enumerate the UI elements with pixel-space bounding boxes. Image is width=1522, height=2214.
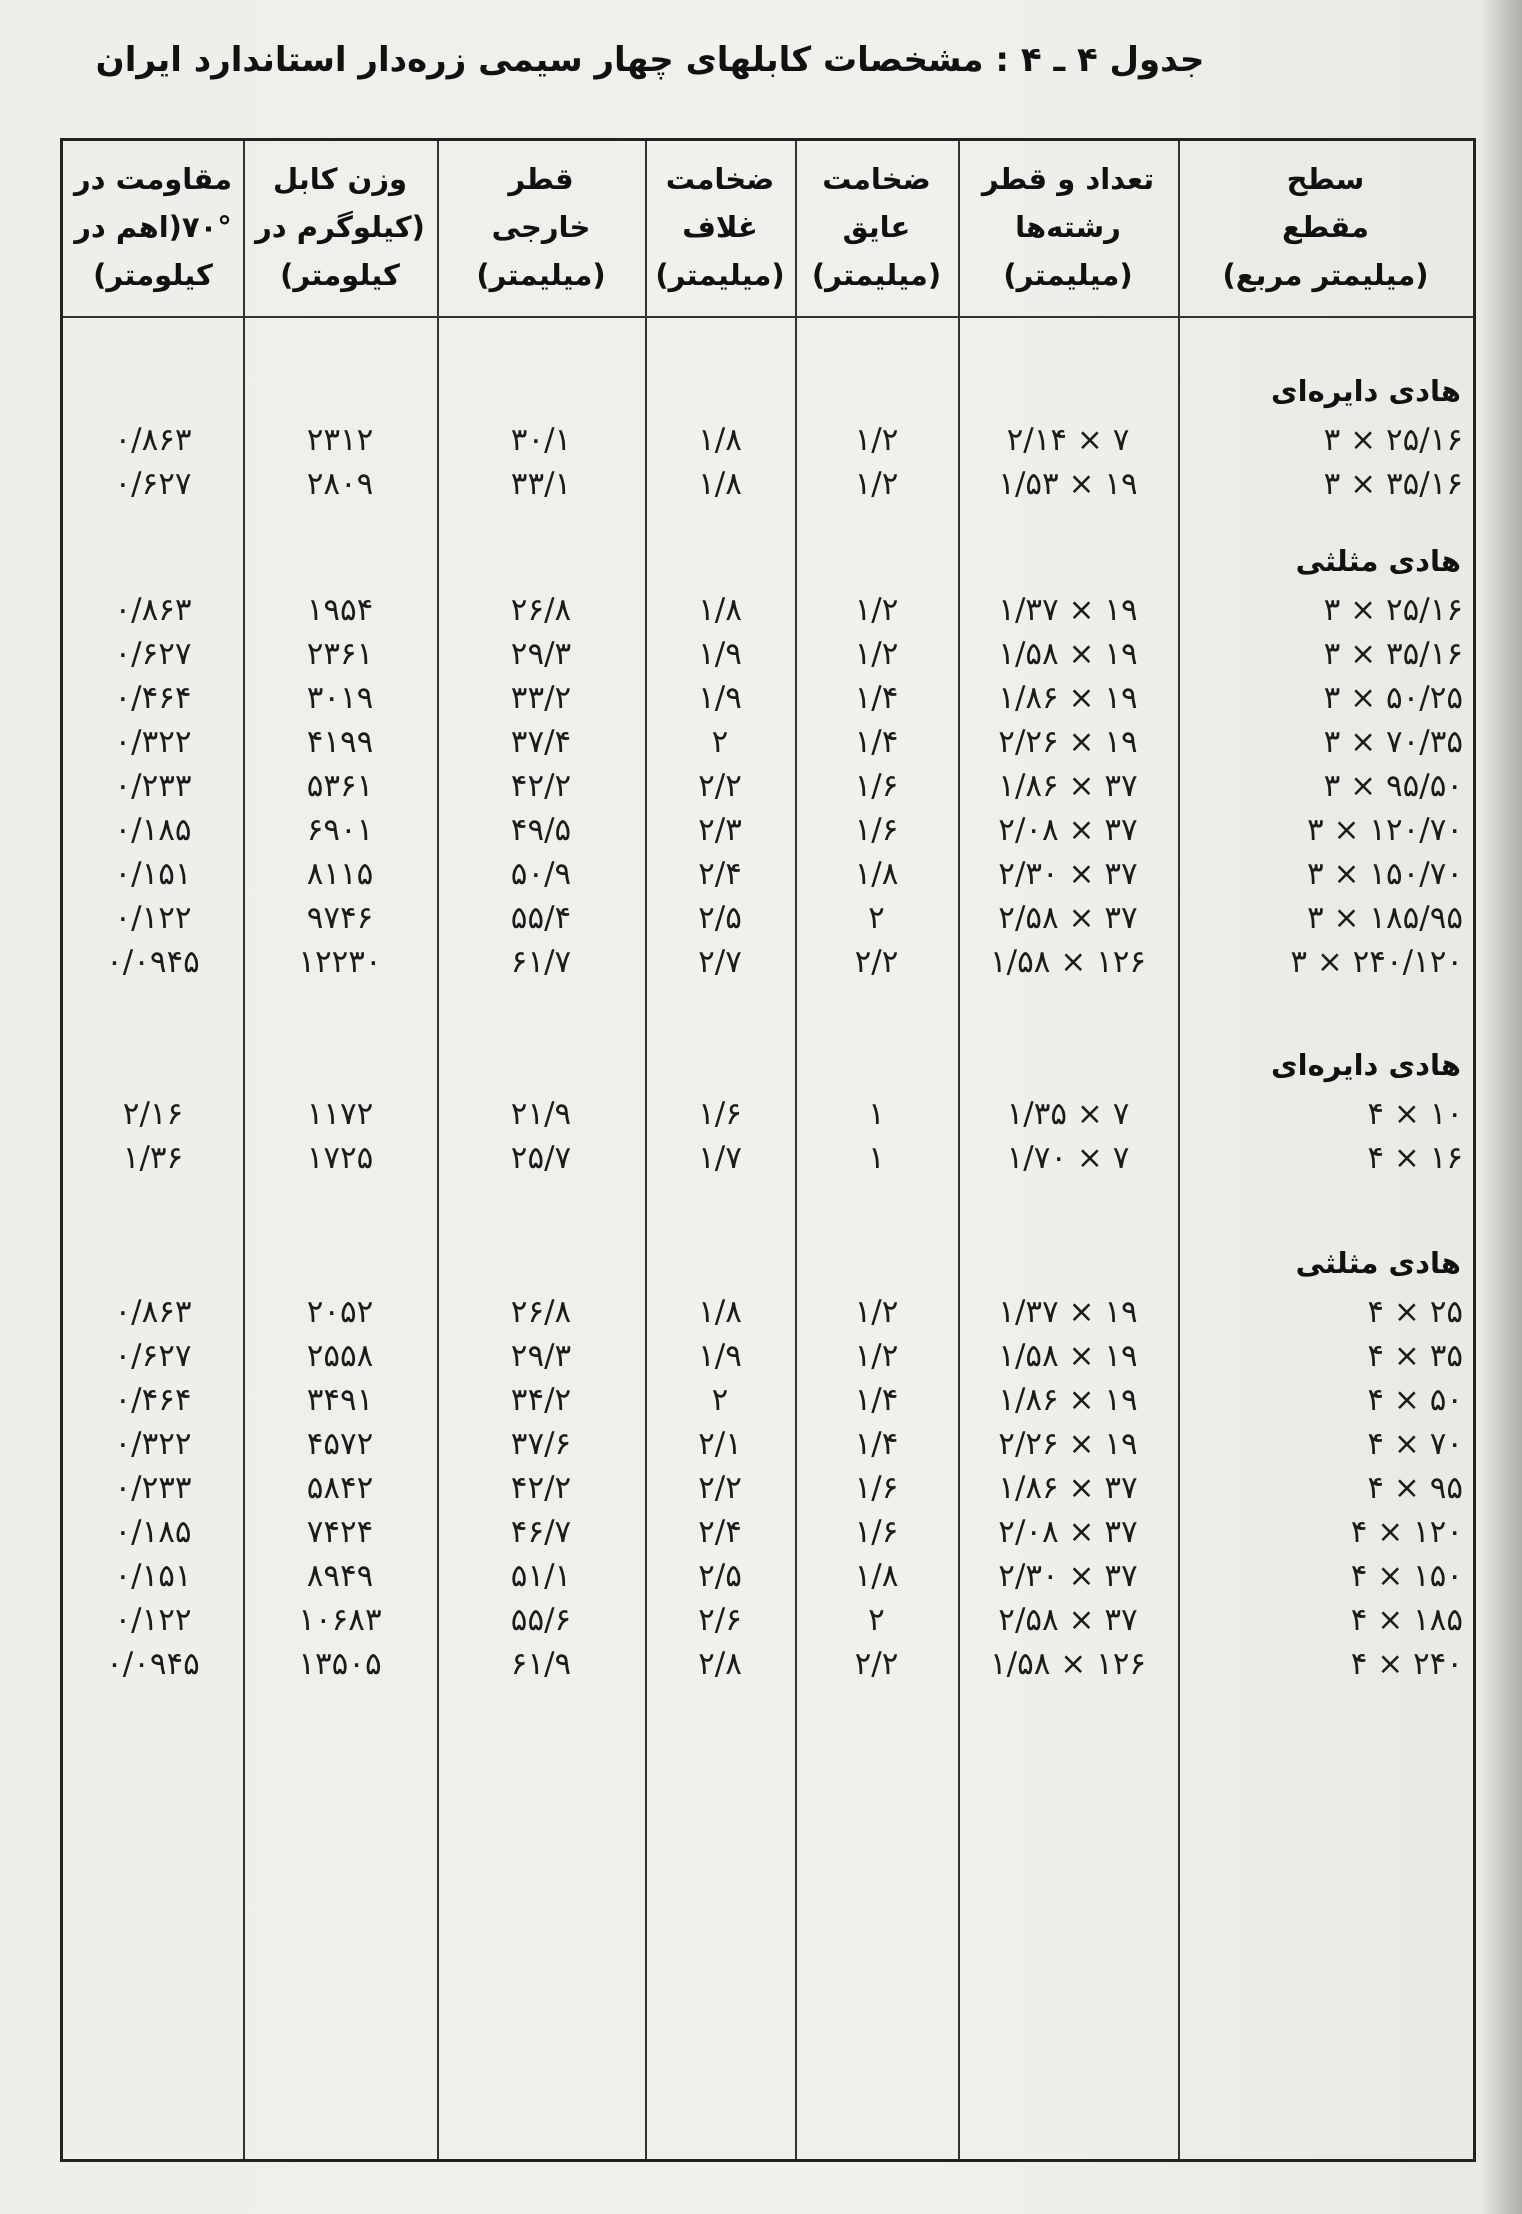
cell-section: ۳ × ۵۰/۲۵ (1323, 680, 1463, 716)
header-line: ضخامت (665, 162, 775, 196)
cell-weight: ۲۵۵۸ (306, 1338, 374, 1374)
header-section (1178, 155, 1473, 305)
cell-resistance: ۰/۲۳۳ (114, 768, 192, 804)
table-row (63, 454, 1473, 514)
cell-sheath: ۱/۸ (698, 466, 742, 502)
cell-weight: ۹۷۴۶ (306, 900, 374, 936)
cell-resistance: ۰/۳۲۲ (114, 724, 192, 760)
cell-diameter: ۲۹/۳ (510, 1338, 572, 1374)
cell-section: ۴ × ۱۸۵ (1350, 1602, 1463, 1638)
cell-section: ۳ × ۳۵/۱۶ (1323, 466, 1463, 502)
cell-weight: ۲۰۵۲ (306, 1294, 374, 1330)
cell-sheath: ۱/۹ (698, 636, 742, 672)
cell-resistance: ۰/۴۶۴ (114, 680, 192, 716)
cell-strands: ۱۹ × ۱/۳۷ (998, 592, 1138, 628)
cell-weight: ۳۴۹۱ (306, 1382, 374, 1418)
header-line: سطح (1286, 162, 1365, 196)
cell-resistance: ۱/۳۶ (122, 1140, 184, 1176)
cell-diameter: ۴۲/۲ (510, 768, 572, 804)
cell-sheath: ۲/۸ (698, 1646, 742, 1682)
cell-weight: ۲۳۱۲ (306, 422, 374, 458)
cell-resistance: ۲/۱۶ (122, 1096, 184, 1132)
cell-weight: ۱۲۲۳۰ (298, 944, 382, 980)
table-row (63, 1128, 1473, 1188)
header-line: قطر (508, 162, 574, 196)
cell-insulation: ۱/۴ (854, 1382, 899, 1418)
cell-section: ۴ × ۱۵۰ (1350, 1558, 1463, 1594)
cell-strands: ۳۷ × ۲/۰۸ (998, 812, 1138, 848)
cell-sheath: ۲ (711, 1382, 729, 1418)
group-title: هادی دایره‌ای (1271, 1048, 1461, 1082)
cell-resistance: ۰/۱۵۱ (114, 1558, 192, 1594)
cell-section: ۴ × ۹۵ (1367, 1470, 1463, 1506)
cell-insulation: ۱/۶ (854, 1514, 899, 1550)
header-line: غلاف (682, 210, 758, 244)
cell-strands: ۳۷ × ۱/۸۶ (998, 1470, 1138, 1506)
cell-weight: ۱۳۵۰۵ (298, 1646, 382, 1682)
cell-strands: ۳۷ × ۲/۳۰ (998, 1558, 1138, 1594)
cell-resistance: ۰/۰۹۴۵ (106, 944, 200, 980)
cell-sheath: ۱/۹ (698, 680, 742, 716)
page-binding-shadow (1480, 0, 1522, 2214)
cell-diameter: ۵۰/۹ (510, 856, 572, 892)
cell-sheath: ۲/۵ (698, 900, 742, 936)
header-resistance (63, 155, 243, 305)
cell-insulation: ۱/۲ (854, 636, 899, 672)
header-line: (میلیمتر) (811, 258, 942, 292)
cell-section: ۳ × ۱۸۵/۹۵ (1306, 900, 1463, 936)
cell-strands: ۱۹ × ۲/۲۶ (998, 1426, 1138, 1462)
cell-resistance: ۰/۱۸۵ (114, 812, 192, 848)
cell-diameter: ۴۲/۲ (510, 1470, 572, 1506)
header-insulation (795, 155, 958, 305)
cell-section: ۴ × ۲۴۰ (1350, 1646, 1463, 1682)
header-line: عایق (842, 210, 911, 244)
cell-insulation: ۱/۸ (854, 1558, 899, 1594)
cell-section: ۳ × ۳۵/۱۶ (1323, 636, 1463, 672)
cell-sheath: ۲ (711, 724, 729, 760)
cell-weight: ۷۴۲۴ (306, 1514, 374, 1550)
cell-section: ۳ × ۲۵/۱۶ (1323, 422, 1463, 458)
cell-insulation: ۱/۲ (854, 466, 899, 502)
cell-sheath: ۲/۲ (698, 768, 742, 804)
cell-insulation: ۱/۴ (854, 680, 899, 716)
cell-strands: ۳۷ × ۲/۵۸ (998, 900, 1138, 936)
cell-weight: ۲۳۶۱ (306, 636, 374, 672)
group-title: هادی دایره‌ای (1271, 374, 1461, 408)
cell-section: ۴ × ۱۶ (1367, 1140, 1463, 1176)
cell-resistance: ۰/۶۲۷ (114, 466, 192, 502)
cell-strands: ۱۹ × ۱/۳۷ (998, 1294, 1138, 1330)
column-divider (645, 141, 647, 2159)
cell-section: ۳ × ۱۲۰/۷۰ (1306, 812, 1463, 848)
cell-resistance: ۰/۲۳۳ (114, 1470, 192, 1506)
cell-sheath: ۱/۸ (698, 422, 742, 458)
header-line: (کیلوگرم در (255, 210, 425, 244)
cell-strands: ۱۹ × ۱/۵۸ (998, 636, 1138, 672)
column-divider (243, 141, 245, 2159)
header-strands (958, 155, 1178, 305)
cell-section: ۴ × ۳۵ (1367, 1338, 1463, 1374)
cell-insulation: ۲/۲ (854, 1646, 899, 1682)
table-caption: جدول ۴ ـ ۴ : مشخصات کابلهای چهار سیمی زره‌دار استاندارد ایران (95, 40, 1205, 80)
cell-resistance: ۰/۱۵۱ (114, 856, 192, 892)
cell-resistance: ۰/۸۶۳ (114, 592, 192, 628)
header-line: وزن کابل (272, 162, 408, 196)
cell-resistance: ۰/۰۹۴۵ (106, 1646, 200, 1682)
cell-sheath: ۲/۱ (698, 1426, 742, 1462)
cable-spec-table (60, 138, 1476, 2162)
cell-weight: ۲۸۰۹ (306, 466, 374, 502)
cell-resistance: ۰/۱۸۵ (114, 1514, 192, 1550)
cell-weight: ۴۱۹۹ (306, 724, 374, 760)
cell-section: ۳ × ۲۵/۱۶ (1323, 592, 1463, 628)
cell-strands: ۷ × ۲/۱۴ (1006, 422, 1130, 458)
cell-strands: ۱۹ × ۱/۵۳ (998, 466, 1138, 502)
cell-insulation: ۲/۲ (854, 944, 899, 980)
cell-diameter: ۲۹/۳ (510, 636, 572, 672)
cell-insulation: ۱/۸ (854, 856, 899, 892)
cell-weight: ۶۹۰۱ (306, 812, 374, 848)
cell-resistance: ۰/۴۶۴ (114, 1382, 192, 1418)
column-divider (1178, 141, 1180, 2159)
cell-diameter: ۲۶/۸ (510, 1294, 572, 1330)
cell-insulation: ۱/۲ (854, 592, 899, 628)
header-line: (میلیمتر مربع) (1222, 258, 1429, 292)
cell-weight: ۱۹۵۴ (306, 592, 374, 628)
cell-weight: ۵۳۶۱ (306, 768, 374, 804)
cell-insulation: ۲ (868, 1602, 885, 1638)
cell-section: ۳ × ۹۵/۵۰ (1323, 768, 1463, 804)
header-line: (میلیمتر) (655, 258, 785, 292)
cell-diameter: ۳۳/۱ (510, 466, 572, 502)
cell-weight: ۴۵۷۲ (306, 1426, 374, 1462)
cell-strands: ۱۲۶ × ۱/۵۸ (989, 944, 1147, 980)
cell-strands: ۱۹ × ۲/۲۶ (998, 724, 1138, 760)
cell-diameter: ۳۳/۲ (510, 680, 572, 716)
column-divider (437, 141, 439, 2159)
group-title: هادی مثلثی (1295, 1246, 1461, 1280)
cell-insulation: ۱/۴ (854, 1426, 899, 1462)
cell-strands: ۱۹ × ۱/۵۸ (998, 1338, 1138, 1374)
cell-strands: ۳۷ × ۲/۵۸ (998, 1602, 1138, 1638)
cell-diameter: ۶۱/۷ (510, 944, 572, 980)
cell-sheath: ۱/۸ (698, 592, 742, 628)
cell-diameter: ۲۵/۷ (510, 1140, 572, 1176)
cell-sheath: ۲/۲ (698, 1470, 742, 1506)
cell-resistance: ۰/۶۲۷ (114, 1338, 192, 1374)
cell-section: ۴ × ۵۰ (1367, 1382, 1463, 1418)
cell-diameter: ۳۷/۶ (510, 1426, 572, 1462)
cell-insulation: ۱/۶ (854, 768, 899, 804)
header-line: کیلومتر) (93, 258, 213, 292)
cell-weight: ۱۱۷۲ (306, 1096, 374, 1132)
cell-sheath: ۲/۳ (698, 812, 742, 848)
cell-strands: ۳۷ × ۲/۳۰ (998, 856, 1138, 892)
header-line: تعداد و قطر (981, 162, 1155, 196)
cell-section: ۴ × ۱۲۰ (1350, 1514, 1463, 1550)
table-row (63, 1634, 1473, 1694)
header-line: ۷۰°(اهم در (74, 210, 232, 244)
cell-sheath: ۱/۷ (698, 1140, 742, 1176)
table-body (63, 319, 1473, 2159)
header-separator (63, 316, 1473, 318)
cell-insulation: ۱/۶ (854, 812, 899, 848)
cell-diameter: ۵۵/۶ (510, 1602, 572, 1638)
cell-resistance: ۰/۶۲۷ (114, 636, 192, 672)
header-sheath (645, 155, 795, 305)
cell-diameter: ۳۷/۴ (510, 724, 572, 760)
cell-diameter: ۲۱/۹ (510, 1096, 572, 1132)
cell-diameter: ۵۱/۱ (510, 1558, 572, 1594)
cell-section: ۴ × ۱۰ (1367, 1096, 1463, 1132)
cell-section: ۳ × ۲۴۰/۱۲۰ (1290, 944, 1463, 980)
cell-diameter: ۵۵/۴ (510, 900, 572, 936)
cell-section: ۳ × ۱۵۰/۷۰ (1306, 856, 1463, 892)
cell-sheath: ۲/۴ (698, 1514, 742, 1550)
cell-section: ۴ × ۷۰ (1367, 1426, 1463, 1462)
cell-weight: ۱۰۶۸۳ (298, 1602, 382, 1638)
header-line: مقطع (1282, 210, 1369, 244)
cell-strands: ۷ × ۱/۳۵ (1006, 1096, 1130, 1132)
cell-sheath: ۲/۴ (698, 856, 742, 892)
cell-strands: ۱۹ × ۱/۸۶ (998, 680, 1138, 716)
cell-section: ۳ × ۷۰/۳۵ (1323, 724, 1463, 760)
header-line: (میلیمتر) (1003, 258, 1133, 292)
header-line: ضخامت (822, 162, 931, 196)
header-weight (243, 155, 437, 305)
cell-diameter: ۴۹/۵ (510, 812, 572, 848)
cell-insulation: ۱/۴ (854, 724, 899, 760)
cell-diameter: ۴۶/۷ (510, 1514, 572, 1550)
cell-section: ۴ × ۲۵ (1367, 1294, 1463, 1330)
cell-insulation: ۲ (868, 900, 885, 936)
cell-insulation: ۱/۲ (854, 1338, 899, 1374)
cell-sheath: ۲/۶ (698, 1602, 742, 1638)
column-divider (958, 141, 960, 2159)
group-title: هادی مثلثی (1295, 544, 1461, 578)
cell-resistance: ۰/۸۶۳ (114, 1294, 192, 1330)
header-line: (میلیمتر) (476, 258, 606, 292)
cell-strands: ۱۹ × ۱/۸۶ (998, 1382, 1138, 1418)
cell-insulation: ۱/۲ (854, 1294, 899, 1330)
cell-weight: ۸۹۴۹ (306, 1558, 374, 1594)
cell-resistance: ۰/۱۲۲ (114, 1602, 192, 1638)
cell-strands: ۳۷ × ۱/۸۶ (998, 768, 1138, 804)
cell-sheath: ۲/۵ (698, 1558, 742, 1594)
cell-insulation: ۱ (868, 1096, 885, 1132)
header-line: مقاومت در (73, 162, 233, 196)
cell-sheath: ۱/۸ (698, 1294, 742, 1330)
header-diameter (437, 155, 645, 305)
cell-strands: ۳۷ × ۲/۰۸ (998, 1514, 1138, 1550)
cell-diameter: ۶۱/۹ (510, 1646, 572, 1682)
cell-insulation: ۱/۶ (854, 1470, 899, 1506)
column-divider (795, 141, 797, 2159)
cell-diameter: ۳۰/۱ (510, 422, 572, 458)
header-line: کیلومتر) (280, 258, 400, 292)
cell-weight: ۸۱۱۵ (306, 856, 374, 892)
cell-weight: ۱۷۲۵ (306, 1140, 374, 1176)
cell-insulation: ۱/۲ (854, 422, 899, 458)
cell-insulation: ۱ (868, 1140, 885, 1176)
header-line: رشته‌ها (1015, 210, 1121, 244)
header-line: خارجی (491, 210, 591, 244)
cell-strands: ۷ × ۱/۷۰ (1006, 1140, 1130, 1176)
cell-weight: ۳۰۱۹ (306, 680, 374, 716)
cell-strands: ۱۲۶ × ۱/۵۸ (989, 1646, 1147, 1682)
cell-resistance: ۰/۱۲۲ (114, 900, 192, 936)
cell-sheath: ۲/۷ (698, 944, 742, 980)
cell-diameter: ۳۴/۲ (510, 1382, 572, 1418)
cell-sheath: ۱/۶ (698, 1096, 742, 1132)
cell-diameter: ۲۶/۸ (510, 592, 572, 628)
cell-resistance: ۰/۳۲۲ (114, 1426, 192, 1462)
cell-weight: ۵۸۴۲ (306, 1470, 374, 1506)
cell-resistance: ۰/۸۶۳ (114, 422, 192, 458)
cell-sheath: ۱/۹ (698, 1338, 742, 1374)
table-row (63, 932, 1473, 992)
